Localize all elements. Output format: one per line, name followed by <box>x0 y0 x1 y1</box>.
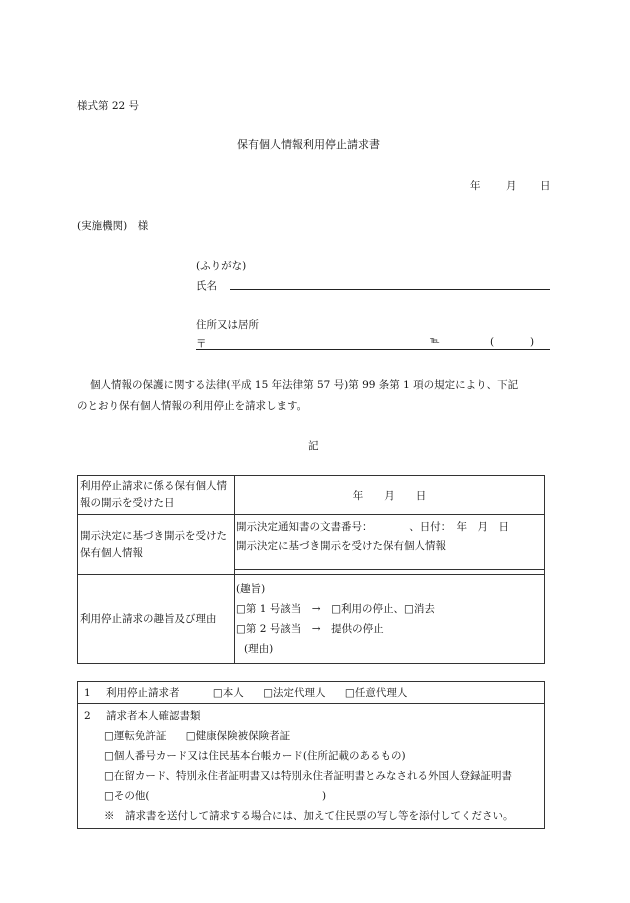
doc-health-insurance[interactable]: □健康保険被保険者証 <box>185 730 291 742</box>
tel-paren-open: ( <box>490 336 495 348</box>
id-documents-label: 請求者本人確認書類 <box>106 710 201 722</box>
request-details-table <box>77 475 545 664</box>
doc-other[interactable]: □その他( <box>104 790 150 802</box>
doc-other-close: ) <box>322 790 327 802</box>
furigana-label: (ふりがな) <box>196 260 247 272</box>
address-field-line[interactable] <box>196 349 550 350</box>
ki-heading: 記 <box>308 440 319 452</box>
doc-mynumber-card[interactable]: □個人番号カード又は住民基本台帳カード(住所記載のあるもの) <box>104 750 406 762</box>
date-year: 年 <box>470 180 481 192</box>
tel-mark: ℡ <box>430 336 440 346</box>
form-number: 様式第 22 号 <box>77 100 140 112</box>
cell-divider <box>235 569 544 570</box>
purpose-option-2[interactable]: □第 2 号該当 → 提供の停止 <box>236 623 384 635</box>
postal-mark: 〒 <box>196 338 207 350</box>
purpose-reason-label: 利用停止請求の趣旨及び理由 <box>78 575 235 664</box>
disclosure-date-value[interactable]: 年 月 日 <box>235 476 545 515</box>
notice-number-line: 開示決定通知書の文書番号： 、日付： 年 月 日 <box>236 521 509 533</box>
option-self[interactable]: □本人 <box>212 686 244 699</box>
name-field-line[interactable] <box>230 289 550 290</box>
purpose-option-1[interactable]: □第 1 号該当 → □利用の停止、□消去 <box>236 603 435 615</box>
disclosed-info-label: 開示決定に基づき開示を受けた保有個人情報 <box>78 515 235 575</box>
id-documents-cell <box>78 704 545 829</box>
row-number-2: 2 <box>84 710 91 722</box>
requester-type-label: 利用停止請求者 <box>106 686 180 699</box>
note-text: ※ 請求書を送付して請求する場合には、加えて住民票の写し等を添付してください。 <box>104 810 514 822</box>
page-title: 保有個人情報利用停止請求書 <box>237 138 380 151</box>
body-text-line1: 個人情報の保護に関する法律(平成 15 年法律第 57 号)第 99 条第 1 項の規定により、下記 <box>90 379 519 391</box>
addressee: (実施機関) 様 <box>77 220 149 232</box>
body-text-line2: のとおり保有個人情報の利用停止を請求します。 <box>77 400 308 412</box>
date-day: 日 <box>540 180 551 192</box>
name-label: 氏名 <box>196 280 217 292</box>
requester-type-row <box>78 682 545 704</box>
address-label: 住所又は居所 <box>196 319 259 331</box>
requester-table <box>77 681 545 829</box>
doc-drivers-license[interactable]: □運転免許証 <box>104 730 167 742</box>
disclosed-info-cell[interactable] <box>235 515 545 575</box>
purpose-heading: (趣旨) <box>236 583 266 595</box>
disclosed-info-line: 開示決定に基づき開示を受けた保有個人情報 <box>236 540 446 552</box>
option-legal-rep[interactable]: □法定代理人 <box>263 686 326 699</box>
row-number-1: 1 <box>84 686 91 699</box>
disclosure-date-label: 利用停止請求に係る保有個人情報の開示を受けた日 <box>78 476 235 515</box>
tel-paren-close: ) <box>530 336 535 348</box>
option-voluntary-rep[interactable]: □任意代理人 <box>344 686 408 699</box>
reason-heading: (理由) <box>244 643 274 655</box>
date-month: 月 <box>506 180 517 192</box>
doc-residence-card[interactable]: □在留カード、特別永住者証明書又は特別永住者証明書とみなされる外国人登録証明書 <box>104 770 512 782</box>
purpose-reason-cell[interactable] <box>235 575 545 664</box>
